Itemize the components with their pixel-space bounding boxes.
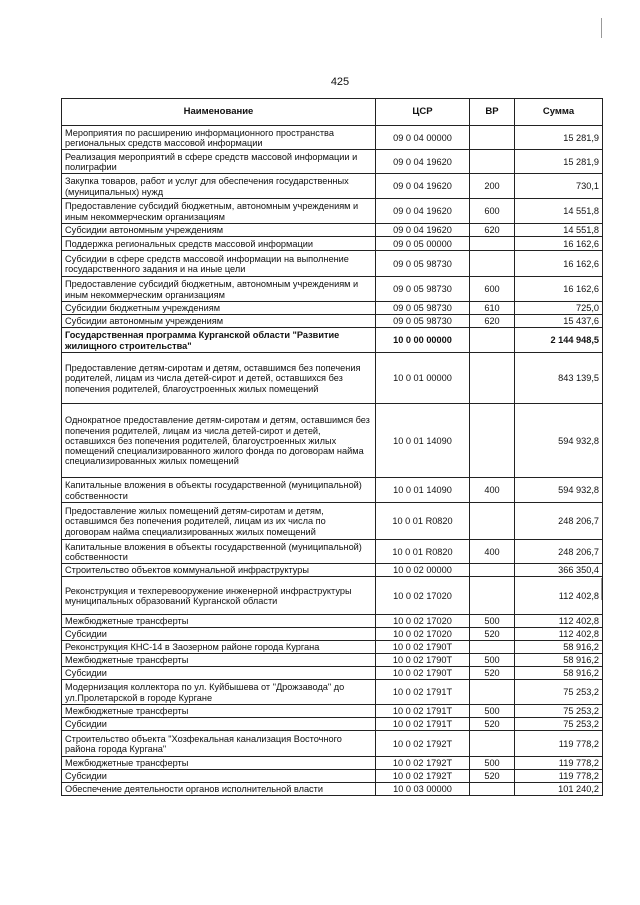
table-row [62,680,603,705]
cell-csr: 10 0 02 1792Т [376,757,470,770]
cell-name: Субсидии [62,667,376,680]
cell-vr [470,404,515,478]
cell-sum: 366 350,4 [515,564,603,577]
cell-name: Субсидии [62,770,376,783]
cell-csr: 10 0 00 00000 [376,328,470,353]
cell-vr: 500 [470,654,515,667]
column-header-csr: ЦСР [376,99,470,126]
cell-sum: 16 162,6 [515,237,603,251]
column-header-vr: ВР [470,99,515,126]
table-row [62,731,603,757]
cell-vr [470,251,515,277]
table-row [62,126,603,150]
cell-csr: 10 0 02 1791Т [376,718,470,731]
cell-sum: 14 551,8 [515,199,603,224]
cell-vr: 620 [470,224,515,237]
cell-csr: 10 0 02 17020 [376,628,470,641]
cell-sum: 119 778,2 [515,757,603,770]
cell-csr: 10 0 02 1790Т [376,654,470,667]
table-row [62,404,603,478]
table-row [62,478,603,503]
cell-name: Закупка товаров, работ и услуг для обеспечения государственных (муниципальных) нужд [62,174,376,199]
cell-csr: 10 0 02 1790Т [376,667,470,680]
cell-vr: 600 [470,277,515,302]
cell-name: Обеспечение деятельности органов исполнительной власти [62,783,376,796]
cell-csr: 10 0 01 R0820 [376,540,470,564]
cell-sum: 112 402,8 [515,628,603,641]
cell-csr: 10 0 02 17020 [376,577,470,615]
cell-vr: 500 [470,615,515,628]
cell-csr: 10 0 02 1791Т [376,705,470,718]
cell-sum: 15 281,9 [515,126,603,150]
table-row [62,224,603,237]
cell-csr: 09 0 05 00000 [376,237,470,251]
cell-csr: 09 0 04 19620 [376,174,470,199]
cell-sum: 594 932,8 [515,404,603,478]
cell-sum: 730,1 [515,174,603,199]
cell-vr [470,564,515,577]
cell-name: Модернизация коллектора по ул. Куйбышева от "Дрожзавода" до ул.Пролетарской в городе Кургане [62,680,376,705]
page-edge-mark [601,18,602,38]
table-row [62,315,603,328]
cell-vr [470,353,515,404]
table-row [62,564,603,577]
cell-sum: 75 253,2 [515,705,603,718]
table-row [62,654,603,667]
cell-sum: 2 144 948,5 [515,328,603,353]
cell-csr: 10 0 02 1792Т [376,731,470,757]
cell-csr: 10 0 01 14090 [376,404,470,478]
table-row [62,615,603,628]
cell-name: Капитальные вложения в объекты государственной (муниципальной) собственности [62,478,376,503]
cell-csr: 10 0 03 00000 [376,783,470,796]
table-row [62,150,603,174]
table-row [62,199,603,224]
cell-name: Субсидии [62,628,376,641]
table-row [62,237,603,251]
cell-vr: 500 [470,757,515,770]
cell-sum: 725,0 [515,302,603,315]
cell-vr: 520 [470,718,515,731]
table-row [62,770,603,783]
cell-sum: 15 281,9 [515,150,603,174]
cell-name: Предоставление детям-сиротам и детям, оставшимся без попечения родителей, лицам из числа детей-сирот и детей, оставшихся без попечения родителей, благоустроенных жилых помещений [62,353,376,404]
cell-name: Межбюджетные трансферты [62,615,376,628]
page-number: 425 [330,76,350,88]
cell-name: Капитальные вложения в объекты государственной (муниципальной) собственности [62,540,376,564]
cell-name: Реализация мероприятий в сфере средств массовой информации и полиграфии [62,150,376,174]
cell-name: Реконструкция КНС-14 в Заозерном районе города Кургана [62,641,376,654]
cell-csr: 09 0 04 19620 [376,150,470,174]
cell-vr: 600 [470,199,515,224]
cell-csr: 09 0 05 98730 [376,315,470,328]
cell-name: Государственная программа Курганской области "Развитие жилищного строительства" [62,328,376,353]
cell-vr: 620 [470,315,515,328]
cell-csr: 10 0 01 14090 [376,478,470,503]
cell-sum: 15 437,6 [515,315,603,328]
cell-vr: 400 [470,478,515,503]
cell-vr: 200 [470,174,515,199]
cell-vr [470,731,515,757]
cell-vr [470,641,515,654]
cell-vr: 520 [470,770,515,783]
cell-csr: 09 0 04 19620 [376,199,470,224]
cell-csr: 09 0 05 98730 [376,277,470,302]
cell-csr: 09 0 04 19620 [376,224,470,237]
cell-vr: 610 [470,302,515,315]
cell-sum: 843 139,5 [515,353,603,404]
cell-name: Предоставление субсидий бюджетным, автономным учреждениям и иным некоммерческим организациям [62,199,376,224]
cell-vr [470,328,515,353]
cell-vr [470,680,515,705]
cell-name: Межбюджетные трансферты [62,705,376,718]
table-body [62,126,603,796]
cell-name: Субсидии в сфере средств массовой информации на выполнение государственного задания и на иные цели [62,251,376,277]
cell-sum: 75 253,2 [515,718,603,731]
cell-vr: 500 [470,705,515,718]
cell-vr [470,503,515,540]
cell-csr: 09 0 05 98730 [376,251,470,277]
cell-sum: 101 240,2 [515,783,603,796]
cell-vr: 520 [470,667,515,680]
cell-sum: 119 778,2 [515,770,603,783]
cell-csr: 10 0 02 00000 [376,564,470,577]
cell-sum: 112 402,8 [515,577,603,615]
cell-name: Субсидии бюджетным учреждениям [62,302,376,315]
cell-csr: 09 0 04 00000 [376,126,470,150]
cell-vr: 520 [470,628,515,641]
cell-sum: 248 206,7 [515,503,603,540]
cell-vr [470,150,515,174]
table-row [62,328,603,353]
table-row [62,667,603,680]
table-row [62,353,603,404]
cell-name: Субсидии автономным учреждениям [62,315,376,328]
table-row [62,705,603,718]
cell-sum: 16 162,6 [515,251,603,277]
table-header-row [62,99,603,126]
cell-sum: 58 916,2 [515,667,603,680]
cell-vr [470,237,515,251]
cell-sum: 75 253,2 [515,680,603,705]
cell-csr: 10 0 01 00000 [376,353,470,404]
cell-sum: 58 916,2 [515,654,603,667]
cell-sum: 16 162,6 [515,277,603,302]
cell-vr [470,577,515,615]
table-row [62,503,603,540]
cell-sum: 594 932,8 [515,478,603,503]
cell-name: Субсидии автономным учреждениям [62,224,376,237]
cell-name: Субсидии [62,718,376,731]
table-row [62,628,603,641]
cell-name: Мероприятия по расширению информационного пространства региональных средств массовой информации [62,126,376,150]
table-row [62,718,603,731]
cell-vr: 400 [470,540,515,564]
cell-sum: 14 551,8 [515,224,603,237]
table-row [62,577,603,615]
table-row [62,757,603,770]
cell-name: Межбюджетные трансферты [62,757,376,770]
cell-csr: 10 0 02 17020 [376,615,470,628]
cell-csr: 10 0 01 R0820 [376,503,470,540]
cell-name: Предоставление жилых помещений детям-сиротам и детям, оставшимся без попечения родителей, лицам из их числа по договорам найма специализированных жилых помещений [62,503,376,540]
cell-name: Однократное предоставление детям-сиротам и детям, оставшимся без попечения родителей, лицам из числа детей-сирот и детей, оставшихся без попечения родителей, благоустроенных жилых помещений специализированного жилого фонда по договорам найма специализированных жилых помещений [62,404,376,478]
cell-name: Строительство объекта "Хозфекальная канализация Восточного района города Кургана" [62,731,376,757]
table-row [62,251,603,277]
cell-csr: 10 0 02 1792Т [376,770,470,783]
cell-sum: 248 206,7 [515,540,603,564]
cell-sum: 58 916,2 [515,641,603,654]
cell-sum: 119 778,2 [515,731,603,757]
table-row [62,641,603,654]
budget-table [61,98,603,796]
table-row [62,302,603,315]
cell-vr [470,126,515,150]
cell-name: Межбюджетные трансферты [62,654,376,667]
cell-name: Предоставление субсидий бюджетным, автономным учреждениям и иным некоммерческим организациям [62,277,376,302]
cell-csr: 10 0 02 1790Т [376,641,470,654]
table-row [62,277,603,302]
cell-name: Строительство объектов коммунальной инфраструктуры [62,564,376,577]
table-row [62,783,603,796]
cell-vr [470,783,515,796]
cell-sum: 112 402,8 [515,615,603,628]
table-row [62,540,603,564]
cell-csr: 09 0 05 98730 [376,302,470,315]
cell-name: Реконструкция и техперевооружение инженерной инфраструктуры муниципальных образований Курганской области [62,577,376,615]
cell-name: Поддержка региональных средств массовой информации [62,237,376,251]
table-row [62,174,603,199]
column-header-name: Наименование [62,99,376,126]
column-header-sum: Сумма [515,99,603,126]
cell-csr: 10 0 02 1791Т [376,680,470,705]
